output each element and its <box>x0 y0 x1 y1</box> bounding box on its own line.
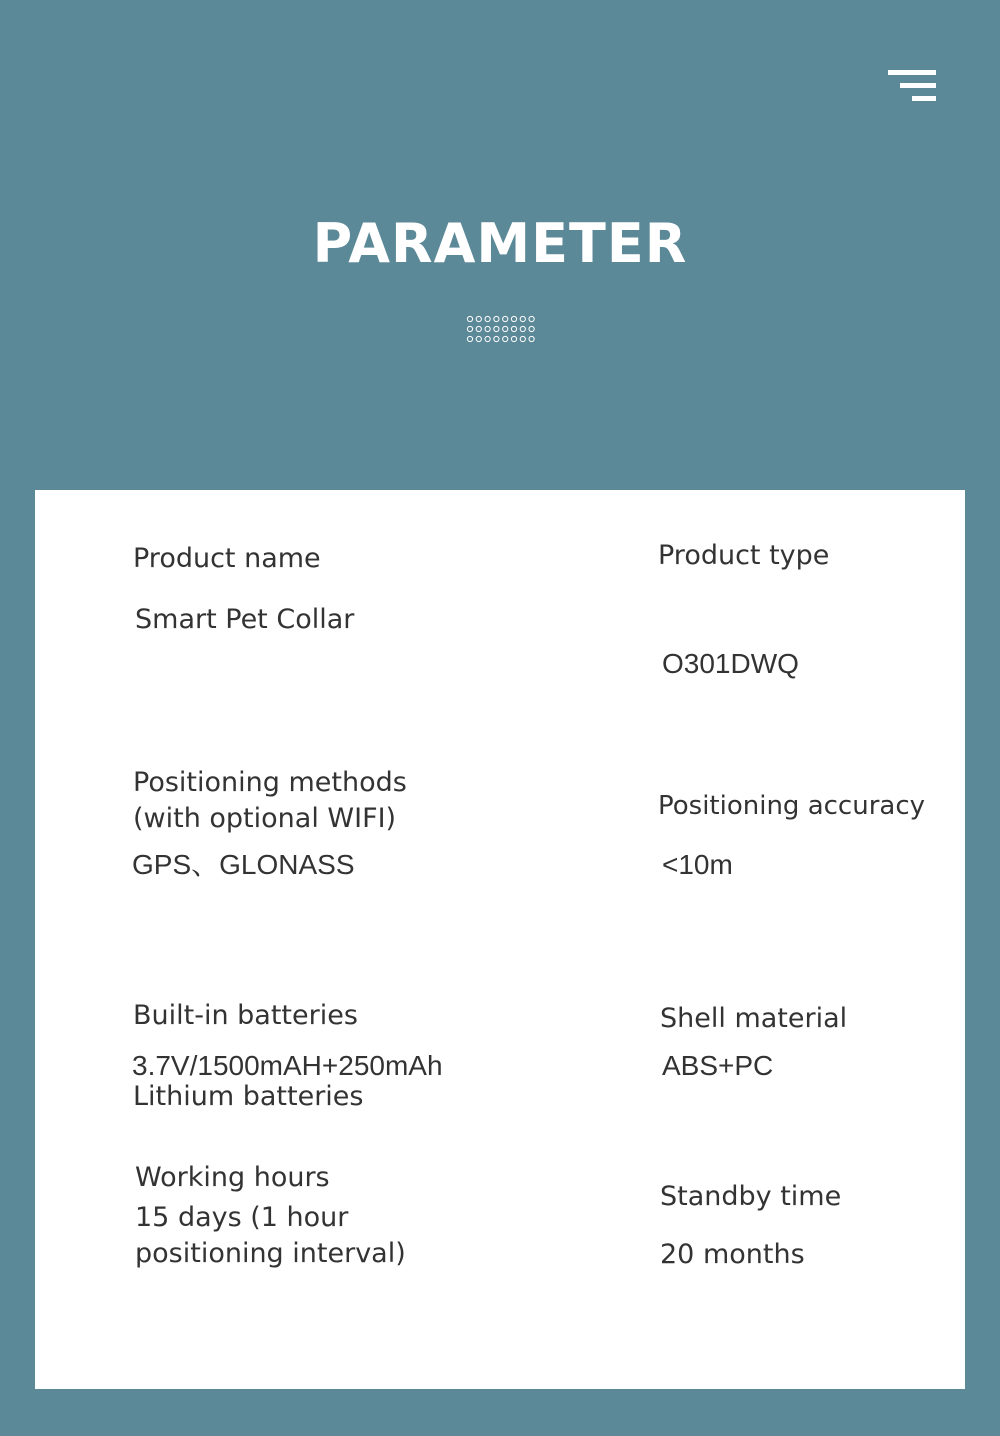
positioning-accuracy-label: Positioning accuracy <box>658 791 926 821</box>
standby-time-label: Standby time <box>660 1181 842 1212</box>
dot <box>511 326 516 331</box>
dot <box>511 316 516 321</box>
dot <box>467 316 472 321</box>
dot <box>529 316 534 321</box>
working-hours-value: 15 days (1 hour <box>135 1202 349 1233</box>
shell-material-label: Shell material <box>660 1003 848 1034</box>
positioning-methods-label: Positioning methods <box>133 767 407 798</box>
built-in-batteries-type: Lithium batteries <box>133 1081 364 1112</box>
menu-bar-top <box>888 70 936 75</box>
working-hours-label: Working hours <box>135 1162 330 1193</box>
positioning-methods-label-note: (with optional WIFI) <box>133 803 397 834</box>
built-in-batteries-label: Built-in batteries <box>133 1000 358 1031</box>
product-name-value: Smart Pet Collar <box>135 604 355 635</box>
dot <box>476 316 481 321</box>
shell-material-value: ABS+PC <box>662 1050 774 1081</box>
dot <box>503 316 508 321</box>
positioning-methods-value: GPS、GLONASS <box>132 849 355 880</box>
product-name-label: Product name <box>133 543 321 574</box>
standby-time-value: 20 months <box>660 1239 805 1270</box>
dot <box>485 336 490 341</box>
dot <box>520 326 525 331</box>
dot <box>476 336 481 341</box>
page-title: PARAMETER <box>312 212 688 275</box>
parameter-card <box>35 490 965 1389</box>
dot <box>485 326 490 331</box>
dot <box>476 326 481 331</box>
dot <box>494 336 499 341</box>
product-type-value: O301DWQ <box>662 648 799 679</box>
dot <box>503 336 508 341</box>
dot <box>520 316 525 321</box>
positioning-accuracy-value: <10m <box>662 849 733 880</box>
dot <box>494 316 499 321</box>
dot <box>503 326 508 331</box>
dot <box>511 336 516 341</box>
dot <box>529 336 534 341</box>
dot <box>467 336 472 341</box>
dot <box>529 326 534 331</box>
product-type-label: Product type <box>658 540 830 571</box>
dot <box>467 326 472 331</box>
built-in-batteries-value: 3.7V/1500mAH+250mAh <box>132 1050 443 1081</box>
dot-grid-icon <box>466 314 536 346</box>
menu-bar-bottom <box>912 96 936 101</box>
dot <box>485 316 490 321</box>
menu-bar-middle <box>900 83 936 88</box>
dot <box>494 326 499 331</box>
hamburger-menu-icon[interactable] <box>888 70 936 102</box>
dot <box>520 336 525 341</box>
working-hours-value-note: positioning interval) <box>135 1238 406 1269</box>
